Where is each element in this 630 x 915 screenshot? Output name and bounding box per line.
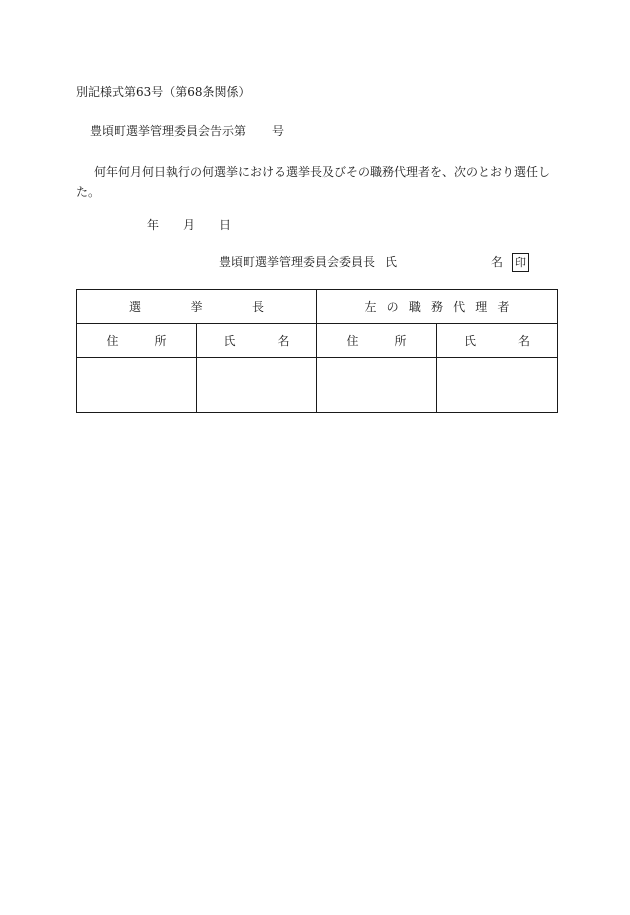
date-year-label: 年 bbox=[147, 218, 160, 232]
subheader-char: 住 bbox=[346, 334, 359, 348]
subheader-char: 氏 bbox=[464, 334, 477, 348]
seal-mark: 印 bbox=[512, 253, 529, 272]
cell-chief-address bbox=[77, 358, 197, 413]
subheader-deputy-name bbox=[437, 324, 558, 358]
date-day-label: 日 bbox=[219, 218, 232, 232]
signature-name-label-second: 名 bbox=[491, 255, 504, 269]
date-month-label: 月 bbox=[183, 218, 196, 232]
header-election-chief-char: 長 bbox=[251, 300, 264, 314]
header-deputy-char: 左 bbox=[364, 300, 377, 314]
date-line bbox=[147, 219, 231, 231]
subheader-deputy-address bbox=[317, 324, 437, 358]
signature-name-label-first: 氏 bbox=[385, 255, 398, 269]
cell-chief-name bbox=[197, 358, 317, 413]
subheader-char: 所 bbox=[394, 334, 407, 348]
cell-deputy-name bbox=[437, 358, 558, 413]
subheader-char: 名 bbox=[517, 334, 530, 348]
table-row bbox=[77, 358, 558, 413]
header-deputy-char: 理 bbox=[475, 300, 488, 314]
subheader-chief-address bbox=[77, 324, 197, 358]
table-sub-header-row bbox=[77, 324, 558, 358]
signature-block bbox=[219, 256, 529, 272]
header-election-chief-char: 挙 bbox=[190, 300, 203, 314]
subheader-chief-name bbox=[197, 324, 317, 358]
notice-body-text: 何年何月何日執行の何選挙における選挙長及びその職務代理者を、次のとおり選任した。 bbox=[76, 165, 551, 199]
notice-title-suffix: 号 bbox=[272, 124, 285, 138]
subheader-char: 氏 bbox=[223, 334, 236, 348]
subheader-char: 所 bbox=[154, 334, 167, 348]
notice-title-prefix: 豊頃町選挙管理委員会告示第 bbox=[90, 124, 247, 138]
subheader-char: 名 bbox=[277, 334, 290, 348]
header-deputy-char: 職 bbox=[408, 300, 421, 314]
notice-title bbox=[90, 125, 284, 137]
header-election-chief bbox=[77, 290, 317, 324]
appointees-table bbox=[76, 289, 558, 413]
form-reference: 別記様式第63号（第68条関係） bbox=[76, 85, 251, 99]
header-deputy-char: 代 bbox=[453, 300, 466, 314]
cell-deputy-address bbox=[317, 358, 437, 413]
header-deputy bbox=[317, 290, 558, 324]
header-deputy-char: 務 bbox=[430, 300, 443, 314]
header-election-chief-char: 選 bbox=[129, 300, 142, 314]
header-deputy-char: の bbox=[386, 300, 399, 314]
subheader-char: 住 bbox=[106, 334, 119, 348]
signature-organization-title: 豊頃町選挙管理委員会委員長 bbox=[219, 255, 376, 269]
table-group-header-row bbox=[77, 290, 558, 324]
header-deputy-char: 者 bbox=[497, 300, 510, 314]
